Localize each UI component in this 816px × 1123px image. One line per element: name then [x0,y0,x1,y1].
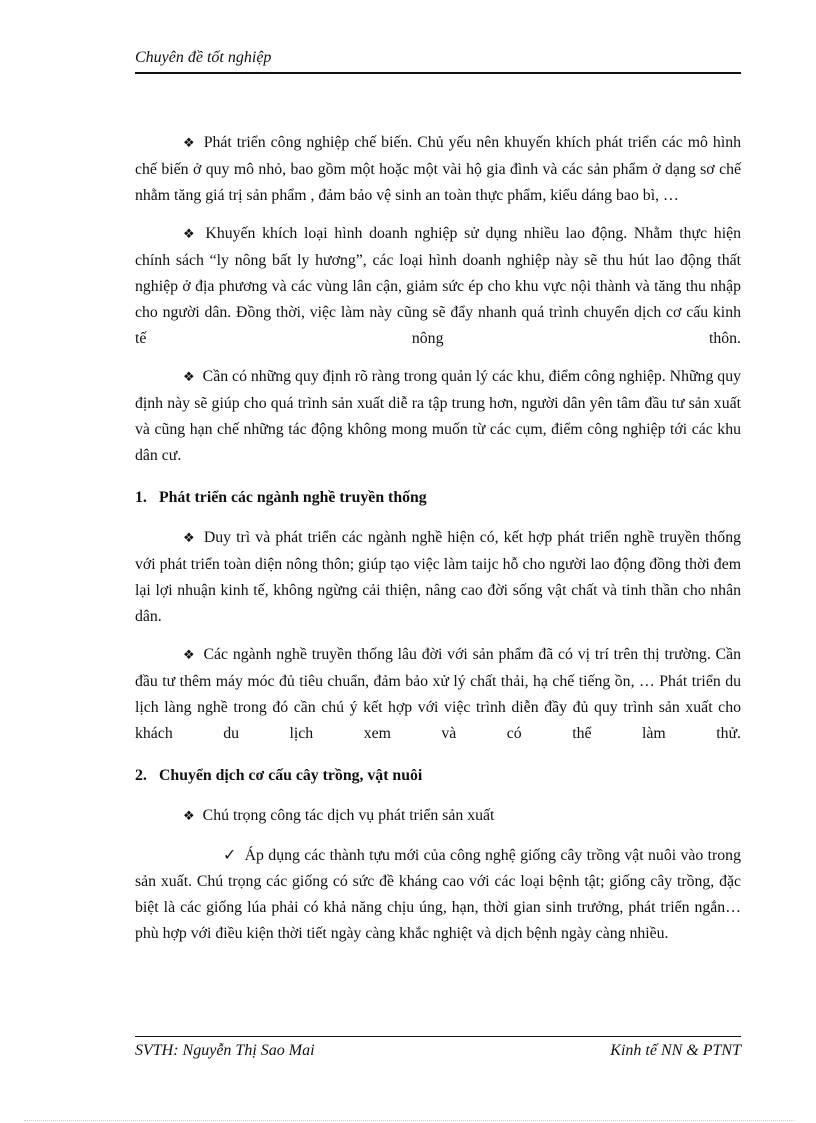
page-body [135,130,741,959]
page-footer [135,1036,741,1063]
diamond-bullet-icon: ❖ [183,227,198,242]
paragraph-4 [135,525,741,630]
footer-author: SVTH: Nguyễn Thị Sao Mai [135,1042,315,1059]
paragraph-2 [135,221,741,352]
header-title: Chuyên đề tốt nghiệp [135,49,272,66]
paragraph-1 [135,130,741,209]
diamond-bullet-icon: ❖ [183,809,195,824]
paragraph-5 [135,642,741,747]
paragraph-7 [135,842,741,947]
paragraph-6-text: Chú trọng công tác dịch vụ phát triển sản xuất [202,807,495,824]
section-title-1: Phát triển các ngành nghề truyền thống [159,489,427,506]
paragraph-3 [135,364,741,469]
section-title-2: Chuyển dịch cơ cấu cây trồng, vật nuôi [159,767,423,784]
page-header [135,46,741,74]
paragraph-4-text: Duy trì và phát triển các ngành nghề hiện có, kết hợp phát triển nghề truyền thống với phát triển toàn diện nông thôn; giúp tạo việc làm taijc hỗ cho người lao động đồng thời đem lại lợi nhuận kinh tế, không ngừng cải thiện, nâng cao đời sống vật chất và tinh thần cho nhân dân. [135,529,742,625]
paragraph-1-text: Phát triển công nghiệp chế biến. Chủ yếu nên khuyến khích phát triển các mô hình chế biến ở quy mô nhỏ, bao gồm một hoặc một vài hộ gia đình và các sản phẩm ở dạng sơ chế nhằm tăng giá trị sản phẩm , đảm bảo vệ sinh an toàn thực phẩm, kiểu dáng bao bì, … [135,134,742,204]
diamond-bullet-icon: ❖ [183,648,196,663]
section-heading-2 [135,763,741,789]
section-number-2: 2. [135,767,147,784]
checkmark-icon: ✓ [223,845,237,864]
page-bottom-border [24,1120,794,1121]
paragraph-7-text: Áp dụng các thành tựu mới của công nghệ giống cây trồng vật nuôi vào trong sản xuất. Chú trọng các giống có sức đề kháng cao với các loại bệnh tật; giống cây trồng, đặc biệt là các giống lúa phải có khả năng chịu úng, hạn, thời gian sinh trưởng, phát triển ngắn… phù hợp với điều kiện thời tiết ngày càng khắc nghiệt và dịch bệnh ngày càng nhiều. [135,847,741,942]
diamond-bullet-icon: ❖ [183,136,196,151]
paragraph-6 [135,803,741,830]
footer-department: Kinh tế NN & PTNT [610,1042,741,1059]
paragraph-2-text: Khuyến khích loại hình doanh nghiệp sử dụng nhiều lao động. Nhằm thực hiện chính sách “ly nông bất ly hương”, các loại hình doanh nghiệp này sẽ thu hút lao động thất nghiệp ở địa phương và các vùng lân cận, giảm sức ép cho khu vực nội thành và tăng thu nhập cho người dân. Đồng thời, việc làm này cũng sẽ đẩy nhanh quá trình chuyển dịch cơ cấu kinh tế nông thôn. [135,225,741,347]
paragraph-5-text: Các ngành nghề truyền thống lâu đời với sản phẩm đã có vị trí trên thị trường. Cần đầu tư thêm máy móc đủ tiêu chuẩn, đảm bảo xử lý chất thải, hạ chế tiếng ồn, … Phát triển du lịch làng nghề trong đó cần chú ý kết hợp với việc trình diễn đầy đủ quy trình sản xuất cho khách du lịch xem và có thể làm thử. [135,646,742,742]
diamond-bullet-icon: ❖ [183,531,196,546]
diamond-bullet-icon: ❖ [183,370,195,385]
section-heading-1 [135,485,741,511]
section-number-1: 1. [135,489,147,506]
paragraph-3-text: Cần có những quy định rõ ràng trong quản lý các khu, điểm công nghiệp. Những quy định này sẽ giúp cho quá trình sản xuất diễ ra tập trung hơn, người dân yên tâm đầu tư sản xuất và cũng hạn chế những tác động không mong muốn từ các cụm, điểm công nghiệp tới các khu dân cư. [135,368,741,464]
